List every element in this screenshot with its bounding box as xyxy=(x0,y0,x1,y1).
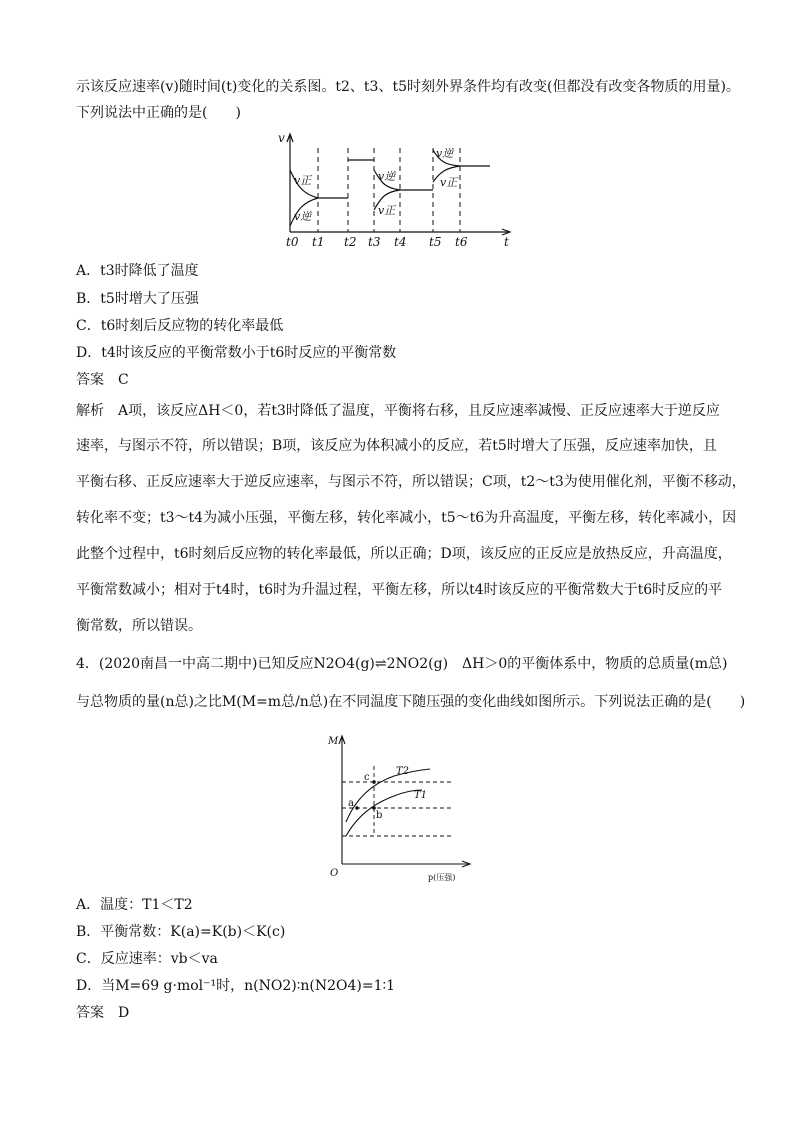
q4-option-c: C．反应速率：vb＜va xyxy=(76,951,218,967)
q3-option-b: B．t5时增大了压强 xyxy=(76,291,199,307)
q3-analysis-line4: 转化率不变；t3～t4为减小压强，平衡左移，转化率减小，t5～t6为升高温度，平衡左移，转化率减小，因 xyxy=(76,510,737,526)
q3-analysis-line2: 速率，与图示不符，所以错误；B项，该反应为体积减小的反应，若t5时增大了压强，反应速率加快，且 xyxy=(76,438,717,454)
tick-t1: t1 xyxy=(312,235,325,249)
y-axis-label-M: M xyxy=(328,736,339,747)
q4-option-a: A．温度：T1＜T2 xyxy=(76,897,193,913)
curve-label-T1: T1 xyxy=(414,790,428,801)
tick-t2: t2 xyxy=(344,235,357,249)
q4-stem-line1: 4．(2020南昌一中高二期中)已知反应N2O4(g)⇌2NO2(g) ΔH＞0的平衡体系中，物质的总质量(m总) xyxy=(76,656,728,672)
curve-label-v-forward-2: v正 xyxy=(378,204,396,217)
q3-intro-line1: 示该反应速率(v)随时间(t)变化的关系图。t2、t3、t5时刻外界条件均有改变(但都没有改变各物质的用量)。 xyxy=(76,79,740,95)
point-label-c: c xyxy=(364,772,370,783)
q3-analysis-line1: 解析 A项，该反应ΔH＜0，若t3时降低了温度，平衡将右移，且反应速率减慢、正反应速率大于逆反应 xyxy=(76,403,720,419)
curve-label-v-forward-3: v正 xyxy=(440,176,458,189)
q4-stem-line2: 与总物质的量(n总)之比M(M=m总/n总)在不同温度下随压强的变化曲线如图所示。下列说法正确的是( ) xyxy=(76,694,746,710)
curve-label-T2: T2 xyxy=(396,766,410,777)
q4-option-d: D．当M=69 g·mol⁻¹时，n(NO2)∶n(N2O4)=1∶1 xyxy=(76,978,396,994)
molar-mass-pressure-graph xyxy=(322,732,482,884)
q3-analysis-line6: 平衡常数减小；相对于t4时，t6时为升温过程，平衡左移，所以t4时该反应的平衡常数大于t6时反应的平 xyxy=(76,582,723,598)
q3-option-d: D．t4时该反应的平衡常数小于t6时反应的平衡常数 xyxy=(76,345,397,361)
q3-analysis-line7: 衡常数，所以错误。 xyxy=(76,618,202,634)
curve-label-v-reverse-1: v逆 xyxy=(294,210,312,223)
q4-option-b: B．平衡常数：K(a)=K(b)＜K(c) xyxy=(76,924,286,940)
q3-analysis-line5: 此整个过程中，t6时刻后反应物的转化率最低，所以正确；D项，该反应的正反应是放热反应，升高温度， xyxy=(76,546,732,562)
x-axis-label: p(压强) xyxy=(428,873,456,882)
q3-option-c: C．t6时刻后反应物的转化率最低 xyxy=(76,318,284,334)
tick-t6: t6 xyxy=(455,235,468,249)
curve-label-v-reverse-2: v逆 xyxy=(378,170,396,183)
tick-t0: t0 xyxy=(286,235,299,249)
q3-intro-line2: 下列说法中正确的是( ) xyxy=(76,105,241,121)
t-axis-label: t xyxy=(504,235,509,249)
q4-answer: 答案 D xyxy=(76,1005,130,1021)
q3-analysis-line3: 平衡右移、正反应速率大于逆反应速率，与图示不符，所以错误；C项，t2～t3为使用催化剂，平衡不移动， xyxy=(76,474,746,490)
curve-label-v-reverse-3: v逆 xyxy=(436,147,454,160)
point-label-b: b xyxy=(376,810,383,821)
origin-label: O xyxy=(330,868,339,879)
q3-option-a: A．t3时降低了温度 xyxy=(76,263,199,279)
point-label-a: a xyxy=(348,798,354,809)
tick-t5: t5 xyxy=(429,235,442,249)
tick-t3: t3 xyxy=(368,235,381,249)
tick-t4: t4 xyxy=(394,235,407,249)
rate-time-graph xyxy=(270,128,530,250)
v-axis-label: v xyxy=(278,131,285,145)
q3-answer: 答案 C xyxy=(76,372,129,388)
curve-label-v-forward-1: v正 xyxy=(294,174,312,187)
